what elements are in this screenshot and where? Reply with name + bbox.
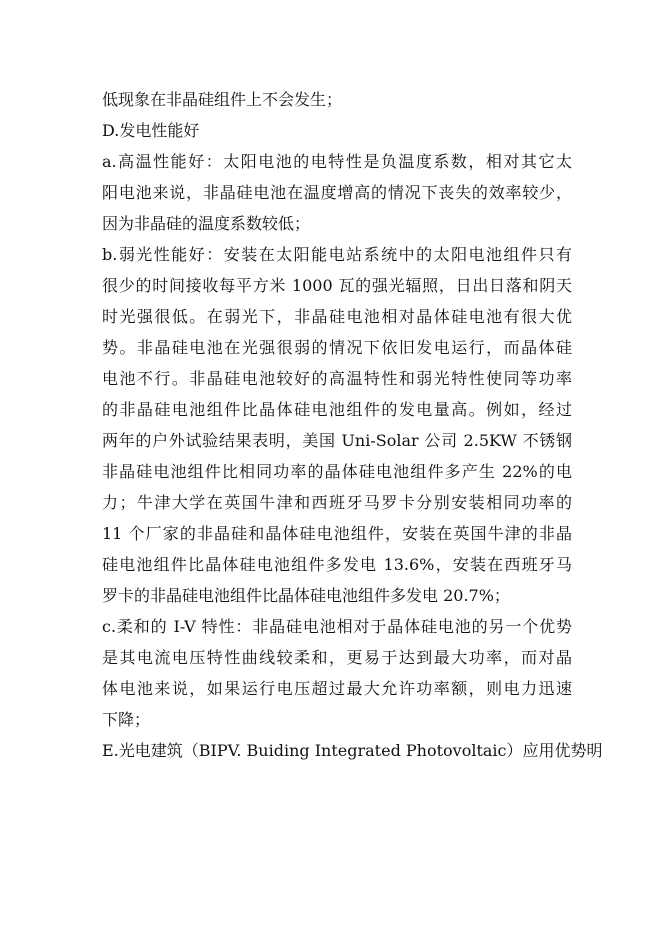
text-line: 势。非晶硅电池在光强很弱的情况下依旧发电运行，而晶体硅 [102, 338, 572, 357]
section-heading-d: D.发电性能好 [102, 121, 200, 140]
text-line: 硅电池组件比晶体硅电池组件多发电 13.6%，安装在西班牙马 [102, 555, 572, 574]
text-line: 低现象在非晶硅组件上不会发生； [102, 90, 343, 109]
text-line: 两年的户外试验结果表明，美国 Uni-Solar 公司 2.5KW 不锈钢 [102, 431, 572, 450]
text-line: 非晶硅电池组件比相同功率的晶体硅电池组件多产生 22%的电 [102, 462, 572, 481]
text-line: 力；牛津大学在英国牛津和西班牙马罗卡分别安装相同功率的 [102, 493, 572, 512]
text-line: 体电池来说，如果运行电压超过最大允许功率额，则电力迅速 [102, 679, 572, 698]
text-line: 因为非晶硅的温度系数较低； [102, 214, 311, 233]
body-text [102, 84, 603, 766]
text-line: 很少的时间接收每平方米 1000 瓦的强光辐照，日出日落和阴天 [102, 276, 572, 295]
text-line: 罗卡的非晶硅电池组件比晶体硅电池组件多发电 20.7%； [102, 586, 510, 605]
text-line: 时光强很低。在弱光下，非晶硅电池相对晶体硅电池有很大优 [102, 307, 572, 326]
text-line: 的非晶硅电池组件比晶体硅电池组件的发电量高。例如，经过 [102, 400, 572, 419]
section-heading-e: E.光电建筑（BIPV. Buiding Integrated Photovoltaic）应用优势明 [102, 741, 603, 760]
text-line: 阳电池来说，非晶硅电池在温度增高的情况下丧失的效率较少， [102, 183, 572, 202]
text-line: c.柔和的 I-V 特性：非晶硅电池相对于晶体硅电池的另一个优势 [102, 617, 572, 636]
text-line: a.高温性能好：太阳电池的电特性是负温度系数，相对其它太 [102, 152, 572, 171]
text-line: 下降； [102, 710, 151, 729]
text-line: 电池不行。非晶硅电池较好的高温特性和弱光特性使同等功率 [102, 369, 572, 388]
text-line: 11 个厂家的非晶硅和晶体硅电池组件，安装在英国牛津的非晶 [102, 524, 572, 543]
text-line: b.弱光性能好：安装在太阳能电站系统中的太阳电池组件只有 [102, 245, 572, 264]
text-line: 是其电流电压特性曲线较柔和，更易于达到最大功率，而对晶 [102, 648, 572, 667]
